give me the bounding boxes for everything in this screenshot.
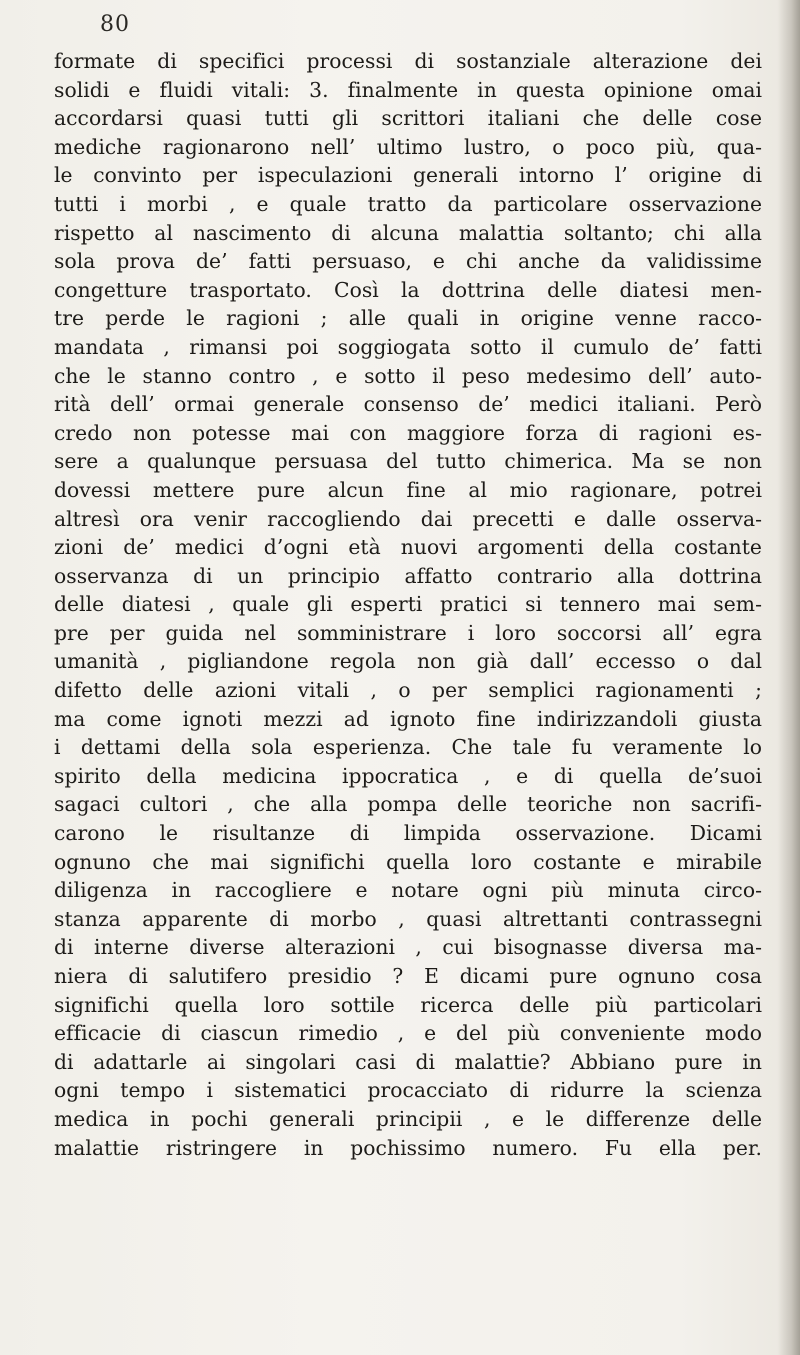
text-line: accordarsi quasi tutti gli scrittori italiani che delle cose: [54, 106, 762, 131]
text-line: ma come ignoti mezzi ad ignoto fine indirizzandoli giusta: [54, 706, 762, 731]
text-line: di adattarle ai singolari casi di malattie? Abbiano pure in: [54, 1049, 762, 1074]
text-line: medica in pochi generali principii , e le differenze delle: [54, 1106, 762, 1131]
text-line: di interne diverse alterazioni , cui bisognasse diversa ma-: [54, 935, 762, 960]
text-line: tre perde le ragioni ; alle quali in origine venne racco-: [54, 306, 762, 331]
text-line: dovessi mettere pure alcun fine al mio ragionare, potrei: [54, 477, 762, 502]
text-line: difetto delle azioni vitali , o per semplici ragionamenti ;: [54, 678, 762, 703]
text-line: rispetto al nascimento di alcuna malattia soltanto; chi alla: [54, 220, 762, 245]
text-line: delle diatesi , quale gli esperti pratici si tennero mai sem-: [54, 592, 762, 617]
text-line: spirito della medicina ippocratica , e di quella de’suoi: [54, 763, 762, 788]
text-line: efficacie di ciascun rimedio , e del più conveniente modo: [54, 1021, 762, 1046]
text-line: tutti i morbi , e quale tratto da particolare osservazione: [54, 191, 762, 216]
text-line: osservanza di un principio affatto contrario alla dottrina: [54, 563, 762, 588]
text-line: stanza apparente di morbo , quasi altrettanti contrassegni: [54, 906, 762, 931]
text-line: sere a qualunque persuasa del tutto chimerica. Ma se non: [54, 449, 762, 474]
text-line: sola prova de’ fatti persuaso, e chi anche da validissime: [54, 249, 762, 274]
text-line: i dettami della sola esperienza. Che tale fu veramente lo: [54, 735, 762, 760]
text-line: carono le risultanze di limpida osservazione. Dicami: [54, 821, 762, 846]
text-line: sagaci cultori , che alla pompa delle teoriche non sacrifi-: [54, 792, 762, 817]
body-text: [54, 47, 762, 1162]
text-line: mandata , rimansi poi soggiogata sotto il cumulo de’ fatti: [54, 334, 762, 359]
text-line: altresì ora venir raccogliendo dai precetti e dalle osserva-: [54, 506, 762, 531]
text-line: che le stanno contro , e sotto il peso medesimo dell’ auto-: [54, 363, 762, 388]
text-line: mediche ragionarono nell’ ultimo lustro, o poco più, qua-: [54, 134, 762, 159]
text-line: malattie ristringere in pochissimo numero. Fu ella per.: [54, 1135, 762, 1160]
text-line: credo non potesse mai con maggiore forza di ragioni es-: [54, 420, 762, 445]
text-line: congetture trasportato. Così la dottrina delle diatesi men-: [54, 277, 762, 302]
text-line: formate di specifici processi di sostanziale alterazione dei: [54, 49, 762, 73]
text-line: ognuno che mai significhi quella loro costante e mirabile: [54, 849, 762, 874]
text-line: rità dell’ ormai generale consenso de’ medici italiani. Però: [54, 392, 762, 417]
text-line: diligenza in raccogliere e notare ogni più minuta circo-: [54, 878, 762, 903]
text-line: pre per guida nel somministrare i loro soccorsi all’ egra: [54, 620, 762, 645]
text-line: solidi e fluidi vitali: 3. finalmente in questa opinione omai: [54, 77, 762, 102]
text-line: le convinto per ispeculazioni generali intorno l’ origine di: [54, 163, 762, 188]
page-edge-shadow: [778, 0, 800, 1355]
text-line: zioni de’ medici d’ogni età nuovi argomenti della costante: [54, 535, 762, 560]
text-line: ogni tempo i sistematici procacciato di ridurre la scienza: [54, 1078, 762, 1103]
page-number: 80: [100, 12, 130, 37]
text-line: niera di salutifero presidio ? E dicami pure ognuno cosa: [54, 964, 762, 988]
text-line: umanità , pigliandone regola non già dall’ eccesso o dal: [54, 649, 762, 674]
text-line: significhi quella loro sottile ricerca delle più particolari: [54, 992, 762, 1017]
